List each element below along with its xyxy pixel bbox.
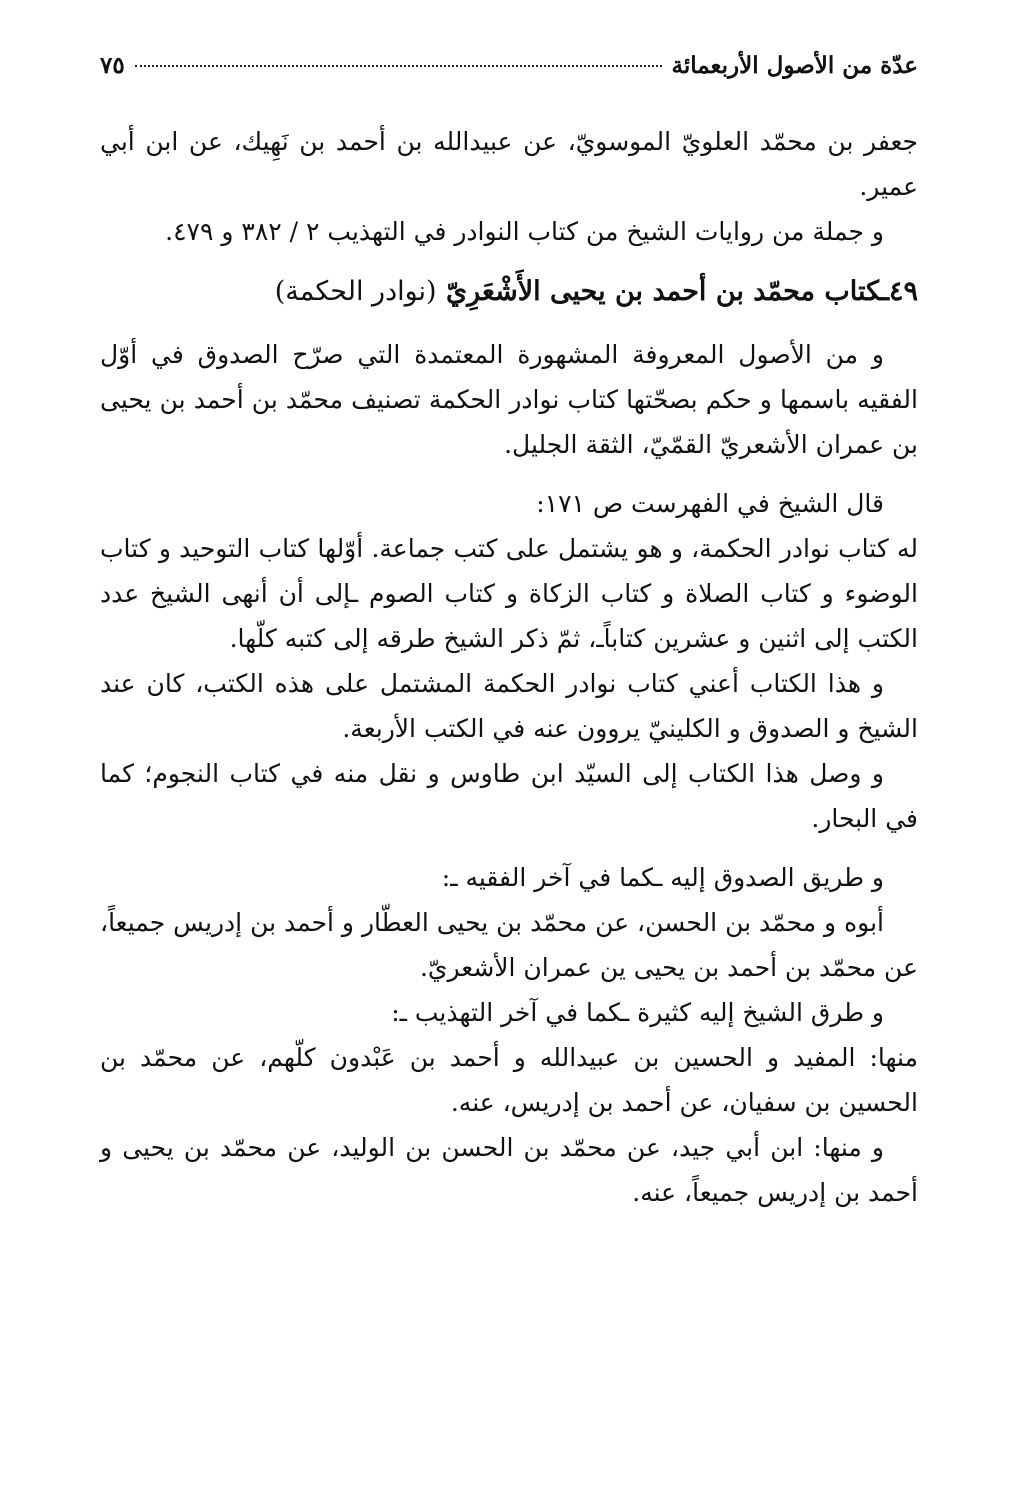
paragraph: جعفر بن محمّد العلويّ الموسويّ، عن عبيدالله بن أحمد بن نَهِيك، عن ابن أبي عمير.	[100, 127, 918, 201]
section-title: ٤٩ـكتاب محمّد بن أحمد بن يحيى الأَشْعَرِيّ	[446, 276, 918, 307]
paragraph: و من الأصول المعروفة المشهورة المعتمدة التي صرّح الصدوق في أوّل الفقيه باسمها و حكم بصحّتها كتاب نوادر الحكمة تصنيف محمّد بن أحمد بن يحيى بن عمران الأشعريّ القمّيّ، الثقة الجليل.	[100, 340, 918, 459]
section-heading	[100, 268, 918, 316]
running-header	[100, 52, 918, 79]
paragraph: منها: المفيد و الحسين بن عبيدالله و أحمد بن عَبْدون كلّهم، عن محمّد بن الحسين بن سفيان، عن أحمد بن إدريس، عنه.	[100, 1043, 918, 1117]
paragraph: و هذا الكتاب أعني كتاب نوادر الحكمة المشتمل على هذه الكتب، كان عند الشيخ و الصدوق و الكلينيّ يروون عنه في الكتب الأربعة.	[100, 669, 918, 743]
running-header-title: عدّة من الأصول الأربعمائة	[671, 52, 918, 79]
paragraph: و طرق الشيخ إليه كثيرة ـكما في آخر التهذيب ـ:	[391, 998, 884, 1027]
paragraph: و وصل هذا الكتاب إلى السيّد ابن طاوس و نقل منه في كتاب النجوم؛ كما في البحار.	[100, 759, 918, 833]
paragraph: و جملة من روايات الشيخ من كتاب النوادر في التهذيب ٢ / ٣٨٢ و ٤٧٩.	[165, 217, 884, 246]
paragraph: له كتاب نوادر الحكمة، و هو يشتمل على كتب جماعة. أوّلها كتاب التوحيد و كتاب الوضوء و كتاب الصلاة و كتاب الزكاة و كتاب الصوم ـإلى أن أنهى الشيخ عدد الكتب إلى اثنين و عشرين كتاباًـ، ثمّ ذكر الشيخ طرقه إلى كتبه كلّها.	[100, 534, 918, 653]
header-dot-leader	[135, 65, 662, 67]
paragraph: قال الشيخ في الفهرست ص ١٧١:	[536, 489, 884, 518]
page-number: ٧٥	[100, 52, 125, 79]
paragraph: و منها: ابن أبي جيد، عن محمّد بن الحسن بن الوليد، عن محمّد بن يحيى و أحمد بن إدريس جميعاً، عنه.	[100, 1133, 918, 1207]
paragraph: أبوه و محمّد بن الحسن، عن محمّد بن يحيى العطّار و أحمد بن إدريس جميعاً، عن محمّد بن أحمد بن يحيى ين عمران الأشعريّ.	[100, 908, 918, 982]
section-subtitle: (نوادر الحكمة)	[274, 276, 437, 307]
paragraph: و طريق الصدوق إليه ـكما في آخر الفقيه ـ:	[441, 863, 884, 892]
